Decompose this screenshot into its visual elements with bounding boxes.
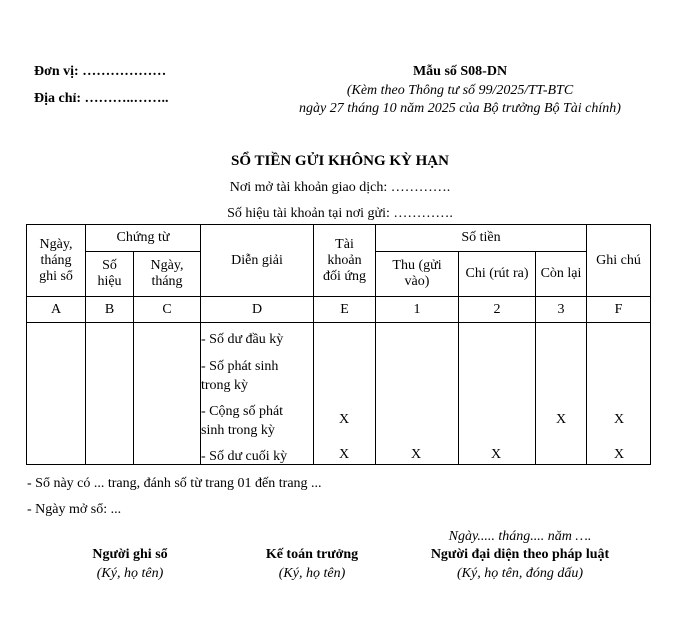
mark-cong-e: X bbox=[338, 412, 350, 427]
row-so-du-dau-ky bbox=[201, 330, 283, 349]
kem-theo-line-1: (Kèm theo Thông tư số 99/2025/TT-BTC bbox=[346, 83, 574, 98]
code-a: A bbox=[50, 301, 62, 317]
header-ngay-thang bbox=[134, 252, 200, 296]
code-b: B bbox=[104, 301, 115, 317]
table-border-right bbox=[650, 224, 651, 465]
header-text: Số bbox=[102, 258, 117, 273]
signer-nguoi-ghi-so-note: (Ký, họ tên) bbox=[96, 566, 164, 581]
header-chung-tu: Chứng từ bbox=[116, 230, 170, 245]
header-text: đối ứng bbox=[323, 268, 366, 284]
code-e: E bbox=[340, 301, 349, 317]
header-thu bbox=[376, 252, 458, 296]
mark-cong-3: X bbox=[555, 412, 567, 427]
code-2: 2 bbox=[493, 301, 501, 317]
mau-so: Mẫu số S08-DN bbox=[412, 64, 508, 79]
header-ngay-ghi-so bbox=[27, 225, 85, 296]
dia-chi-label: Địa chỉ: ………..…….. bbox=[34, 91, 169, 106]
so-hieu-tai-khoan: Số hiệu tài khoản tại nơi gửi: …………. bbox=[227, 206, 453, 221]
note-so-trang: - Sổ này có ... trang, đánh số từ trang 01 đến trang ... bbox=[27, 476, 322, 491]
row-cong-so-phat-sinh bbox=[201, 402, 283, 440]
row-label: - Số dư đầu kỳ bbox=[201, 332, 284, 347]
mark-cuoi-2: X bbox=[490, 447, 502, 462]
header-dien-giai: Diễn giải bbox=[231, 252, 283, 268]
signer-dai-dien-note: (Ký, họ tên, đóng dấu) bbox=[457, 566, 583, 581]
signer-ke-toan-truong: Kế toán trưởng bbox=[265, 547, 359, 562]
header-text: tháng bbox=[40, 252, 72, 268]
header-text: Ngày, bbox=[39, 236, 73, 252]
row-label: - Số phát sinh bbox=[201, 359, 279, 374]
code-row-bottom-line bbox=[26, 322, 651, 323]
ledger-title: SỔ TIỀN GỬI KHÔNG KỲ HẠN bbox=[231, 153, 449, 169]
header-so-hieu bbox=[86, 252, 133, 296]
header-con-lai: Còn lại bbox=[540, 266, 582, 281]
note-ngay-mo: - Ngày mở sổ: ... bbox=[27, 502, 122, 517]
code-d: D bbox=[251, 301, 263, 317]
signer-dai-dien: Người đại diện theo pháp luật bbox=[430, 547, 610, 562]
row-label: sinh trong kỳ bbox=[201, 423, 275, 438]
don-vi-label: Đơn vị: ……………… bbox=[34, 64, 167, 79]
code-3: 3 bbox=[557, 301, 565, 317]
header-so-tien: Số tiền bbox=[461, 230, 501, 245]
header-text: ghi sổ bbox=[39, 268, 73, 284]
row-so-du-cuoi-ky bbox=[201, 447, 287, 466]
noi-mo-tai-khoan: Nơi mở tài khoản giao dịch: …………. bbox=[229, 180, 451, 195]
row-label: - Số dư cuối kỳ bbox=[201, 449, 288, 464]
code-c: C bbox=[162, 301, 172, 317]
row-label: - Cộng số phát bbox=[201, 404, 284, 419]
code-1: 1 bbox=[413, 301, 421, 317]
kem-theo-line-2: ngày 27 tháng 10 năm 2025 của Bộ trưởng Bộ Tài chính) bbox=[299, 101, 621, 116]
code-f: F bbox=[614, 301, 623, 317]
mark-cong-f: X bbox=[613, 412, 625, 427]
row-label: trong kỳ bbox=[201, 378, 249, 393]
header-text: Tài bbox=[335, 236, 354, 252]
header-text: Thu (gửi bbox=[392, 258, 442, 273]
header-tai-khoan bbox=[314, 225, 375, 296]
header-text: tháng bbox=[151, 274, 183, 289]
table-border-bottom bbox=[26, 464, 651, 465]
signer-ke-toan-truong-note: (Ký, họ tên) bbox=[278, 566, 346, 581]
header-text: Ngày, bbox=[150, 258, 184, 273]
header-ghi-chu: Ghi chú bbox=[596, 252, 641, 268]
mark-cuoi-1: X bbox=[410, 447, 422, 462]
header-chi: Chi (rút ra) bbox=[465, 266, 529, 281]
header-text: vào) bbox=[404, 274, 430, 289]
header-text: khoản bbox=[327, 252, 362, 268]
signature-date-line: Ngày..... tháng.... năm …. bbox=[448, 529, 592, 544]
mark-cuoi-e: X bbox=[338, 447, 350, 462]
mark-cuoi-f: X bbox=[613, 447, 625, 462]
signer-nguoi-ghi-so: Người ghi sổ bbox=[92, 547, 168, 562]
header-text: hiệu bbox=[97, 274, 122, 289]
row-so-phat-sinh bbox=[201, 357, 278, 395]
